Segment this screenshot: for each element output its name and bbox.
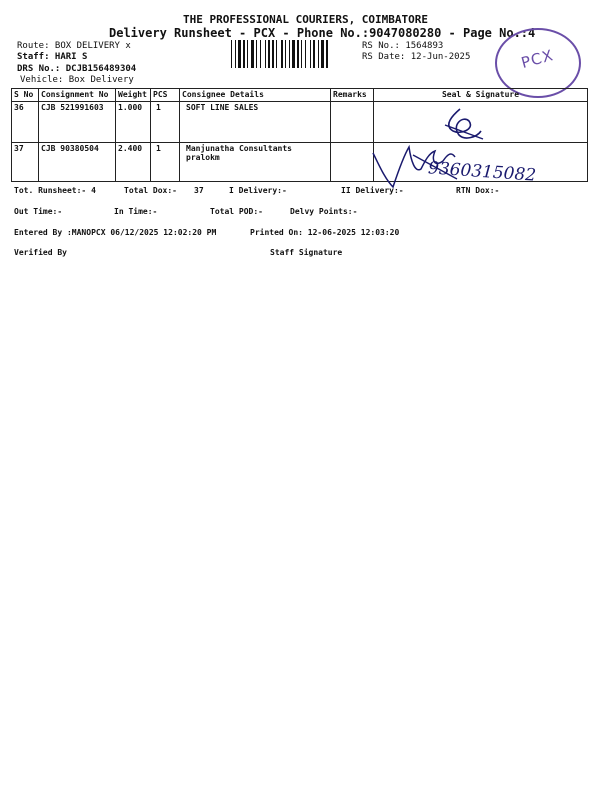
runsheet-title: Delivery Runsheet - PCX - Phone No.:9047080280 - Page No.:4 [109, 26, 536, 40]
cell-consignee: Manjunatha Consultants pralokm [180, 143, 331, 182]
col-pcs: PCS [151, 89, 180, 102]
rs-date: RS Date: 12-Jun-2025 [362, 52, 471, 62]
verified-by: Verified By [14, 248, 67, 257]
cell-consignment: CJB 90380504 [39, 143, 116, 182]
stamp-text: PCX [519, 46, 556, 72]
barcode [231, 40, 355, 68]
cell-pcs: 1 [151, 143, 180, 182]
cell-weight: 1.000 [116, 102, 151, 143]
col-consignee: Consignee Details [180, 89, 331, 102]
staff-signature: Staff Signature [270, 248, 343, 257]
cell-consignee: SOFT LINE SALES [180, 102, 331, 143]
total-dox-value: 37 [194, 186, 204, 195]
printed-on: Printed On: 12-06-2025 12:03:20 [250, 228, 400, 237]
delivery-points: Delvy Points:- [290, 207, 358, 216]
vehicle-label: Vehicle: Box Delivery [20, 75, 134, 85]
col-remarks: Remarks [331, 89, 374, 102]
cell-sno: 36 [12, 102, 39, 143]
rs-number: RS No.: 1564893 [362, 41, 444, 51]
cell-sno: 37 [12, 143, 39, 182]
col-sno: S No [12, 89, 39, 102]
rtn-dox: RTN Dox:- [456, 186, 500, 195]
second-delivery: II Delivery:- [341, 186, 404, 195]
first-delivery: I Delivery:- [229, 186, 287, 195]
handwritten-phone: 9360315082 [427, 158, 537, 186]
col-weight: Weight [116, 89, 151, 102]
total-dox-label: Total Dox:- [124, 186, 177, 195]
drs-number: DRS No.: DCJB156489304 [17, 64, 137, 74]
total-runsheet: Tot. Runsheet:- 4 [14, 186, 96, 195]
cell-consignment: CJB 521991603 [39, 102, 116, 143]
col-consignment: Consignment No [39, 89, 116, 102]
entered-by: Entered By :MANOPCX 06/12/2025 12:02:20 PM [14, 228, 217, 237]
route-label: Route: BOX DELIVERY x [17, 41, 131, 51]
cell-weight: 2.400 [116, 143, 151, 182]
company-name: THE PROFESSIONAL COURIERS, COIMBATORE [183, 13, 429, 26]
in-time: In Time:- [114, 207, 158, 216]
total-pod: Total POD:- [210, 207, 263, 216]
out-time: Out Time:- [14, 207, 63, 216]
staff-label: Staff: HARI S [17, 52, 88, 62]
cell-pcs: 1 [151, 102, 180, 143]
col-seal-signature: Seal & Signature [374, 89, 588, 102]
